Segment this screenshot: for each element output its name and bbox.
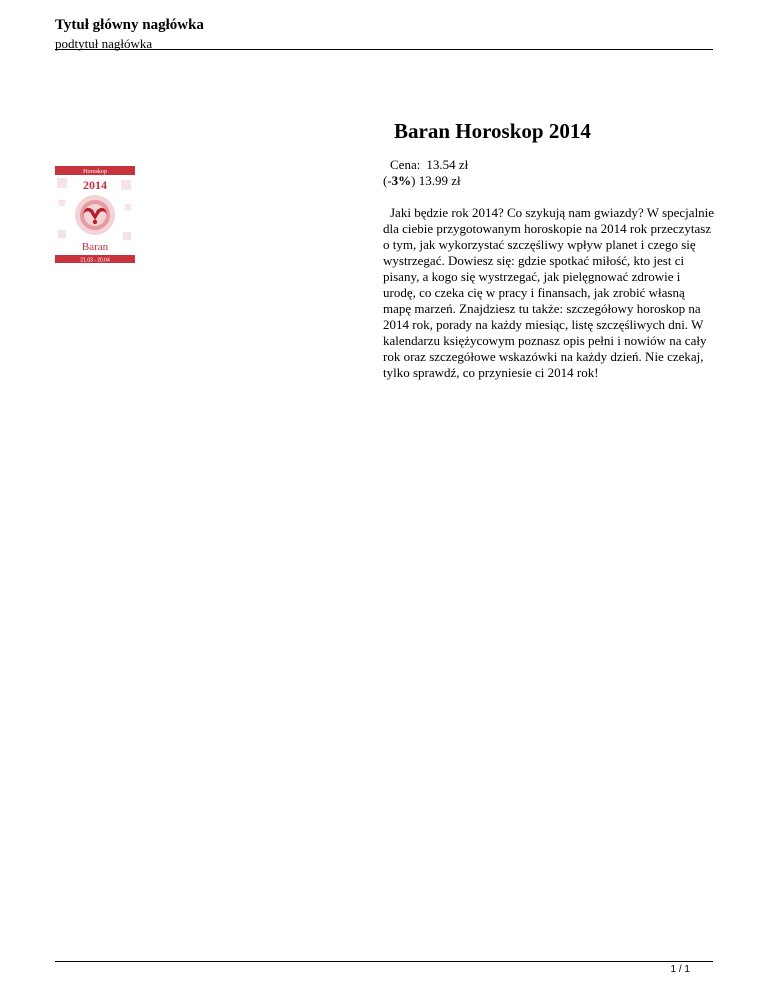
old-price-row (383, 173, 468, 189)
cover-year: 2014 (83, 178, 107, 192)
discount-prefix: (- (383, 173, 392, 188)
book-description: Jaki będzie rok 2014? Co szykują nam gwiazdy? W specjalnie dla ciebie przygotowanym horoskopie na 2014 rok przeczytasz o tym, jak wykorzystać szczęśliwy wpływ planet i czego się wystrzegać. Dowiesz się: gdzie spotkać miłość, kto jest ci pisany, a kogo się wystrzegać, jak pielęgnować zdrowie i urodę, co czeka cię w pracy i finansach, jak zrobić własną mapę marzeń. Znajdziesz tu także: szczegółowy horoskop na 2014 rok, porady na każdy miesiąc, listę szczęśliwych dni. W kalendarzu księżycowym poznasz opis pełni i nowiów na cały rok oraz szczegółowe wskazówki na każdy dzień. Nie czekaj, tylko sprawdź, co przyniesie ci 2014 rok! (383, 205, 715, 380)
cover-top-label: Horoskop (83, 169, 107, 175)
price-label: Cena: (390, 157, 421, 172)
header-divider (55, 49, 713, 50)
page-number: 1 / 1 (670, 964, 690, 975)
cover-dates: 21.03 - 20.04 (80, 257, 110, 264)
aries-symbol-icon (75, 195, 115, 235)
footer-divider (55, 961, 713, 962)
discount-suffix: ) (411, 173, 416, 188)
header-subtitle: podtytuł nagłówka (55, 36, 153, 51)
cover-sign-name: Baran (81, 241, 109, 253)
current-price-row (383, 157, 468, 173)
book-cover-image (55, 160, 135, 266)
old-price: 13.99 zł (418, 173, 461, 188)
header-title: Tytuł główny nagłówka (55, 17, 204, 33)
price-block (383, 157, 468, 189)
book-title: Baran Horoskop 2014 (394, 119, 591, 143)
page-header (55, 16, 713, 52)
current-price: 13.54 zł (426, 157, 469, 172)
discount-percent: 3% (391, 173, 412, 188)
